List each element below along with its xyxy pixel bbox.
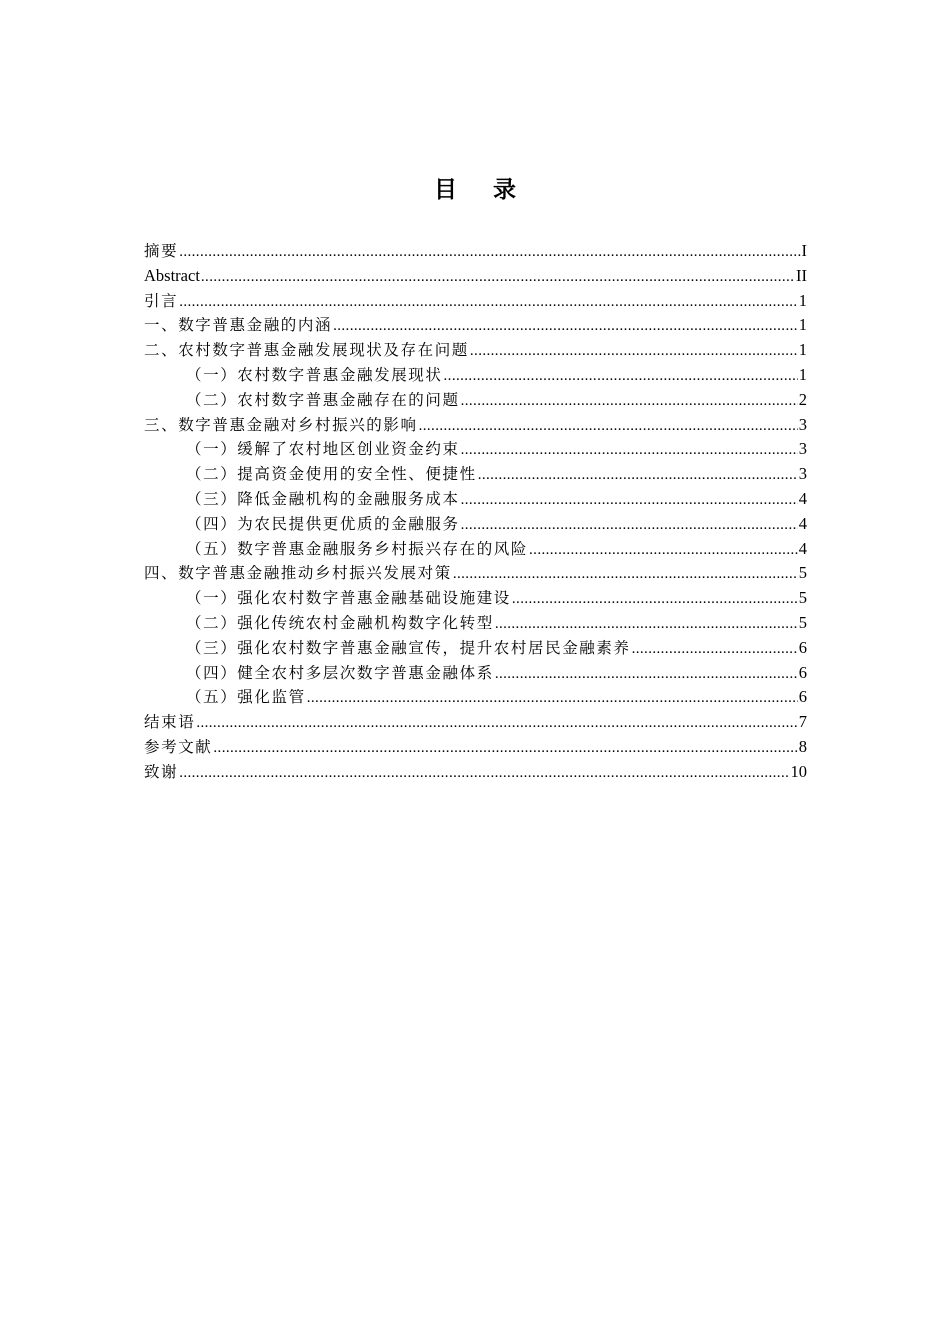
toc-entry-title: （三）强化农村数字普惠金融宣传，提升农村居民金融素养: [186, 638, 631, 657]
toc-entry-title: （五）数字普惠金融服务乡村振兴存在的风险: [186, 539, 529, 558]
toc-entry-title: （四）健全农村多层次数字普惠金融体系: [186, 663, 494, 682]
toc-dot-leader: [307, 686, 798, 711]
toc-dot-leader: [470, 339, 798, 364]
toc-dot-leader: [419, 414, 798, 439]
toc-entry[interactable]: [144, 388, 807, 413]
toc-entry-title: 摘要: [144, 242, 179, 260]
toc-entry-page-number: 7: [798, 712, 807, 732]
toc-entry[interactable]: [144, 561, 807, 586]
toc-entry-title: （一）缓解了农村地区创业资金约束: [186, 440, 460, 459]
toc-entry-page-number: 3: [798, 439, 807, 459]
toc-dot-leader: [461, 389, 798, 414]
toc-entry-page-number: II: [796, 265, 807, 285]
toc-dot-leader: [333, 314, 798, 339]
toc-entry[interactable]: [144, 586, 807, 611]
toc-dot-leader: [201, 265, 795, 290]
toc-entry[interactable]: [144, 512, 807, 537]
toc-entry-title: 四、数字普惠金融推动乡村振兴发展对策: [144, 564, 452, 583]
toc-dot-leader: [495, 612, 798, 637]
toc-entry-page-number: 5: [798, 588, 807, 608]
toc-entry[interactable]: [144, 611, 807, 636]
toc-entry-title: （五）强化监管: [186, 688, 306, 707]
toc-entry-title: （二）强化传统农村金融机构数字化转型: [186, 613, 494, 632]
toc-dot-leader: [179, 240, 800, 265]
toc-dot-leader: [461, 488, 798, 513]
toc-entry-page-number: I: [801, 241, 807, 260]
toc-entry[interactable]: [144, 760, 807, 785]
toc-entry[interactable]: [144, 636, 807, 661]
table-of-contents: [144, 239, 807, 785]
toc-dot-leader: [478, 463, 798, 488]
toc-entry-page-number: 5: [798, 563, 807, 583]
toc-entry[interactable]: [144, 289, 807, 314]
toc-entry-title: 参考文献: [144, 737, 213, 756]
toc-entry-title: （二）提高资金使用的安全性、便捷性: [186, 465, 477, 484]
toc-title: 目 录: [433, 176, 530, 203]
toc-dot-leader: [453, 562, 798, 587]
toc-entry-page-number: 6: [798, 662, 807, 682]
toc-entry[interactable]: [144, 661, 807, 686]
toc-entry-page-number: 10: [790, 761, 807, 781]
toc-dot-leader: [444, 364, 798, 389]
toc-entry-page-number: 5: [798, 612, 807, 632]
toc-dot-leader: [179, 761, 789, 786]
toc-entry-page-number: 6: [798, 687, 807, 707]
toc-entry-page-number: 1: [798, 315, 807, 335]
toc-entry-page-number: 3: [798, 414, 807, 434]
toc-entry[interactable]: [144, 413, 807, 438]
toc-dot-leader: [196, 711, 797, 736]
toc-entry-title: Abstract: [144, 265, 200, 285]
toc-dot-leader: [512, 587, 798, 612]
toc-entry-title: 引言: [144, 291, 179, 310]
toc-entry[interactable]: [144, 437, 807, 462]
toc-entry[interactable]: [144, 710, 807, 735]
toc-entry[interactable]: [144, 239, 807, 264]
toc-entry-title: 二、农村数字普惠金融发展现状及存在问题: [144, 341, 469, 360]
toc-entry[interactable]: [144, 462, 807, 487]
toc-entry-page-number: 2: [798, 389, 807, 409]
toc-entry-title: 致谢: [144, 762, 179, 781]
toc-entry[interactable]: [144, 487, 807, 512]
toc-entry-page-number: 1: [798, 340, 807, 360]
toc-dot-leader: [632, 637, 798, 662]
toc-entry[interactable]: [144, 338, 807, 363]
toc-entry-title: （四）为农民提供更优质的金融服务: [186, 514, 460, 533]
toc-entry-page-number: 1: [798, 364, 807, 384]
toc-entry[interactable]: [144, 685, 807, 710]
toc-entry-page-number: 3: [798, 464, 807, 484]
toc-entry-title: 一、数字普惠金融的内涵: [144, 316, 333, 335]
toc-dot-leader: [529, 538, 798, 563]
toc-entry-title: （三）降低金融机构的金融服务成本: [186, 489, 460, 508]
toc-entry-page-number: 1: [798, 290, 807, 310]
toc-dot-leader: [213, 736, 797, 761]
toc-dot-leader: [495, 662, 798, 687]
toc-dot-leader: [179, 290, 798, 315]
toc-dot-leader: [461, 438, 798, 463]
toc-entry[interactable]: [144, 363, 807, 388]
toc-entry-title: （一）强化农村数字普惠金融基础设施建设: [186, 589, 511, 608]
toc-entry-title: 三、数字普惠金融对乡村振兴的影响: [144, 415, 418, 434]
toc-entry-page-number: 8: [798, 736, 807, 756]
toc-entry-title: （一）农村数字普惠金融发展现状: [186, 365, 443, 384]
toc-entry[interactable]: [144, 264, 807, 289]
toc-entry[interactable]: [144, 313, 807, 338]
toc-entry[interactable]: [144, 735, 807, 760]
toc-entry-page-number: 6: [798, 637, 807, 657]
toc-entry-page-number: 4: [798, 538, 807, 558]
toc-dot-leader: [461, 513, 798, 538]
toc-entry-page-number: 4: [798, 513, 807, 533]
toc-entry-title: 结束语: [144, 713, 196, 732]
toc-entry[interactable]: [144, 537, 807, 562]
toc-entry-title: （二）农村数字普惠金融存在的问题: [186, 390, 460, 409]
toc-entry-page-number: 4: [798, 488, 807, 508]
